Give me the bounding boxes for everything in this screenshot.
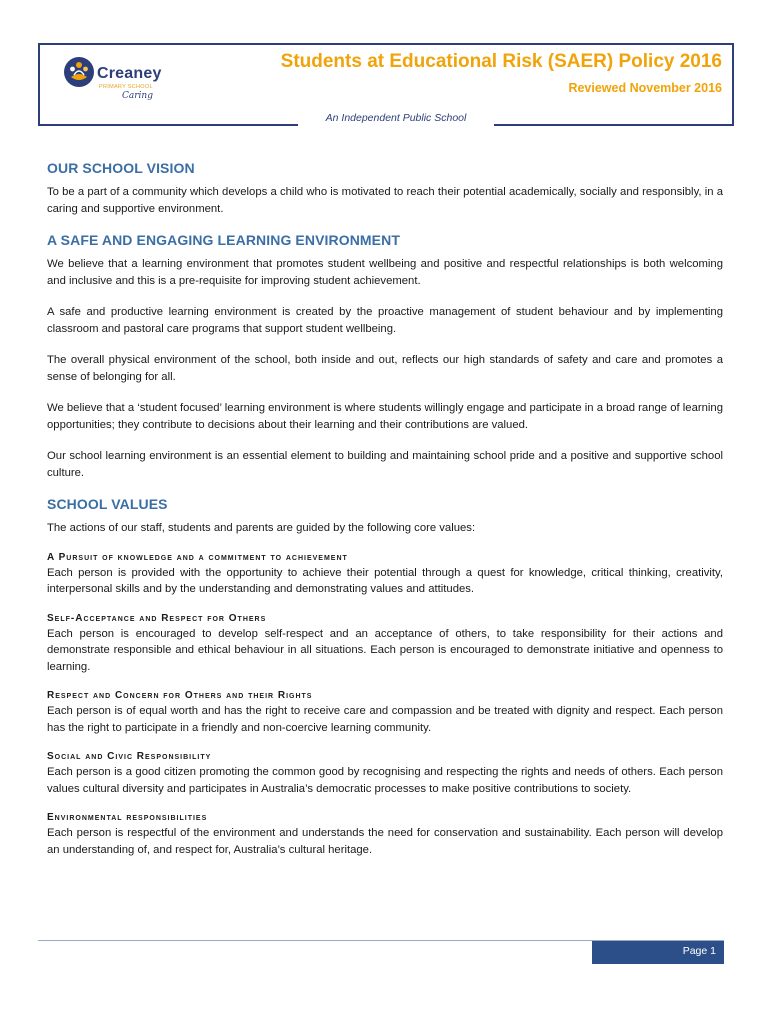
vision-heading: OUR SCHOOL VISION: [47, 160, 195, 176]
value-text-self-acceptance: Each person is encouraged to develop self-respect and an acceptance of others, to take responsibility for their actions and demonstrate responsible and ethical behaviour in all situations. Each person is encouraged to demonstrate initiative and openness to learning.: [47, 627, 723, 673]
vision-paragraph: To be a part of a community which develops a child who is motivated to reach their potential academically, socially and responsibly, in a caring and supportive environment.: [47, 186, 723, 215]
logo-script-tagline: Caring: [122, 91, 153, 101]
page-number-tab: Page 1: [592, 941, 724, 964]
value-title-knowledge: A Pursuit of knowledge and a commitment to achievement: [47, 551, 348, 563]
value-text-knowledge: Each person is provided with the opportunity to achieve their potential through a quest for knowledge, critical thinking, creativity, interpersonal skills and by the understanding and demonstrating values and attitudes.: [47, 566, 723, 595]
value-text-civic: Each person is a good citizen promoting the common good by recognising and respecting the rights and needs of others. Each person values cultural diversity and participates in Australia’s democratic processes to make positive contributions to society.: [47, 766, 723, 795]
environment-paragraph-3: The overall physical environment of the school, both inside and out, reflects our high standards of safety and care and promotes a sense of belonging for all.: [47, 354, 723, 383]
environment-heading: A SAFE AND ENGAGING LEARNING ENVIRONMENT: [47, 232, 400, 248]
logo-subtitle: PRIMARY SCHOOL: [99, 84, 153, 90]
value-title-environmental: Environmental responsibilities: [47, 812, 208, 823]
value-title-civic: Social and Civic Responsibility: [47, 751, 212, 762]
environment-paragraph-4: We believe that a ‘student focused’ learning environment is where students willingly engage and participate in a broad range of learning opportunities; they contribute to decisions about their learning and their contributions are valued.: [47, 402, 723, 431]
value-text-environmental: Each person is respectful of the environment and understands the need for conservation and sustainability. Each person will develop an understanding of, and respect for, Australia’s cultural heritage.: [47, 827, 723, 856]
document-subtitle: Reviewed November 2016: [568, 81, 722, 95]
school-logo: [62, 55, 182, 113]
logo-name: Creaney: [97, 65, 162, 82]
values-heading: SCHOOL VALUES: [47, 496, 168, 512]
value-title-self-acceptance: Self-Acceptance and Respect for Others: [47, 612, 267, 624]
value-text-respect: Each person is of equal worth and has the right to receive care and compassion and be treated with dignity and respect. Each person has the right to participate in a friendly and non-coercive learning community.: [47, 705, 723, 734]
environment-paragraph-2: A safe and productive learning environment is created by the proactive management of student behaviour and by implementing classroom and pastoral care programs that support student wellbeing.: [47, 306, 723, 335]
document-body: [47, 160, 723, 868]
value-title-respect: Respect and Concern for Others and their Rights: [47, 690, 313, 701]
school-emblem-icon: [62, 55, 96, 89]
environment-paragraph-1: We believe that a learning environment that promotes student wellbeing and positive and respectful relationships is both welcoming and inclusive and this is a pre-requisite for improving student achievement.: [47, 258, 723, 287]
document-title: Students at Educational Risk (SAER) Policy 2016: [280, 51, 722, 72]
values-intro: The actions of our staff, students and parents are guided by the following core values:: [47, 522, 476, 534]
school-tagline: An Independent Public School: [298, 108, 494, 132]
environment-paragraph-5: Our school learning environment is an essential element to building and maintaining school pride and a positive and supportive school culture.: [47, 450, 723, 479]
